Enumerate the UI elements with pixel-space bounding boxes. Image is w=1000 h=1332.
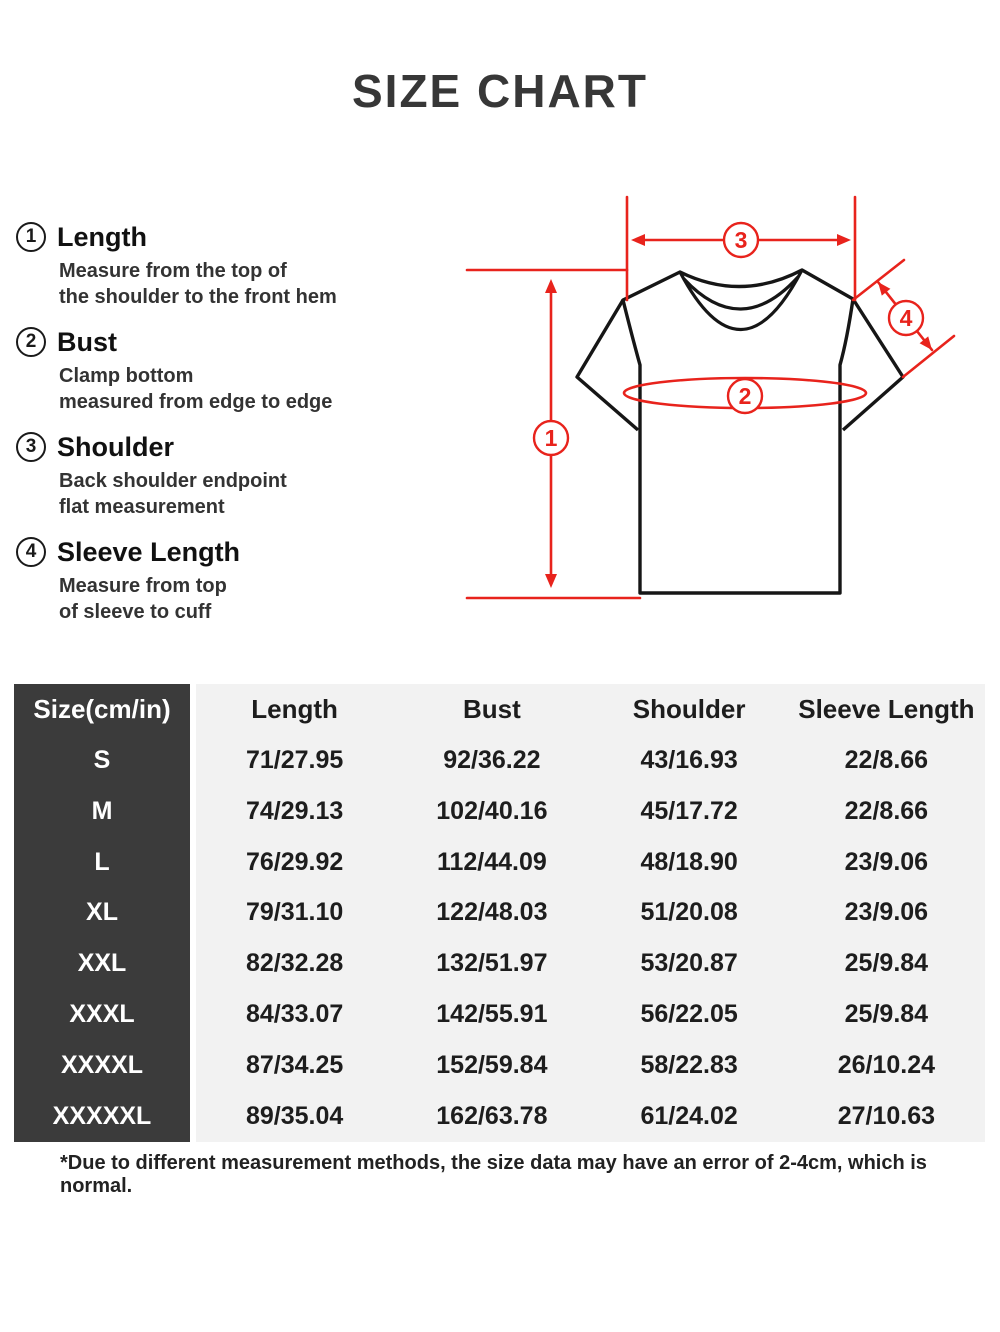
size-table-value-cell: 53/20.87 [591,938,788,989]
circled-number-2-icon: 2 [16,327,46,357]
size-table-value-cell: 74/29.13 [196,786,393,837]
size-table-value-cell: 132/51.97 [393,938,590,989]
size-table-value-cell: 79/31.10 [196,888,393,939]
size-table-value-cell: 51/20.08 [591,888,788,939]
size-table-value-cell: 26/10.24 [788,1040,985,1091]
size-table-value-cell: 122/48.03 [393,888,590,939]
size-table-value-cell: 89/35.04 [196,1091,393,1142]
length-arrowhead-top [545,279,557,293]
measurement-legend [16,220,446,640]
size-table-size-cell: XL [14,888,196,939]
circled-number-4-icon: 4 [16,537,46,567]
legend-desc-sleeve-length: Measure from top of sleeve to cuff [59,575,227,623]
legend-item-bust [16,325,446,415]
legend-label-sleeve-length: Sleeve Length [57,537,241,567]
circled-number-3-icon: 3 [16,432,46,462]
legend-item-sleeve-length [16,535,446,625]
tshirt-measurement-diagram [440,180,1000,630]
size-table-column-header: Bust [393,684,590,735]
size-table-value-cell: 142/55.91 [393,989,590,1040]
size-table-value-cell: 61/24.02 [591,1091,788,1142]
size-table-value-cell: 25/9.84 [788,989,985,1040]
size-table-value-cell: 23/9.06 [788,888,985,939]
legend-item-shoulder [16,430,446,520]
size-table-size-cell: S [14,735,196,786]
diagram-label-bust: 2 [738,383,752,409]
size-table-size-cell: XXXXL [14,1040,196,1091]
size-table-value-cell: 43/16.93 [591,735,788,786]
size-table-value-cell: 112/44.09 [393,837,590,888]
size-table-value-cell: 45/17.72 [591,786,788,837]
legend-desc-length: Measure from the top of the shoulder to the front hem [59,260,337,308]
size-table-value-cell: 76/29.92 [196,837,393,888]
size-table-value-cell: 25/9.84 [788,938,985,989]
shoulder-arrowhead-right [837,234,851,246]
size-table-value-cell: 102/40.16 [393,786,590,837]
size-table-value-cell: 92/36.22 [393,735,590,786]
diagram-label-sleeve: 4 [899,305,913,331]
size-table-column-header: Shoulder [591,684,788,735]
size-table-value-cell: 152/59.84 [393,1040,590,1091]
legend-label-shoulder: Shoulder [57,432,175,462]
size-table-value-cell: 48/18.90 [591,837,788,888]
size-table-value-cell: 22/8.66 [788,735,985,786]
legend-label-bust: Bust [57,327,117,357]
tshirt-body [623,270,853,593]
size-table-value-cell: 56/22.05 [591,989,788,1040]
legend-item-length [16,220,446,310]
size-table-value-cell: 162/63.78 [393,1091,590,1142]
size-table-value-cell: 87/34.25 [196,1040,393,1091]
shoulder-arrowhead-left [631,234,645,246]
legend-desc-shoulder: Back shoulder endpoint flat measurement [59,470,287,518]
size-table-column-header: Sleeve Length [788,684,985,735]
size-table-value-cell: 23/9.06 [788,837,985,888]
size-table-column-header: Length [196,684,393,735]
sleeve-measure-top-tick [853,260,904,300]
size-table-value-cell: 82/32.28 [196,938,393,989]
legend-label-length: Length [57,222,147,252]
size-table [14,684,985,1142]
length-arrowhead-bottom [545,574,557,588]
size-table-value-cell: 84/33.07 [196,989,393,1040]
page-title: SIZE CHART [352,65,648,117]
footnote: *Due to different measurement methods, the size data may have an error of 2-4cm, which is normal. [60,1152,927,1197]
size-table-size-cell: XXXL [14,989,196,1040]
size-table-value-cell: 71/27.95 [196,735,393,786]
diagram-label-length: 1 [544,425,558,451]
size-table-value-cell: 22/8.66 [788,786,985,837]
size-table-size-cell: L [14,837,196,888]
legend-desc-bust: Clamp bottom measured from edge to edge [59,365,333,413]
size-table-size-cell: XXL [14,938,196,989]
size-table-value-cell: 27/10.63 [788,1091,985,1142]
size-table-value-cell: 58/22.83 [591,1040,788,1091]
circled-number-1-icon: 1 [16,222,46,252]
diagram-label-shoulder: 3 [734,227,748,253]
size-table-size-cell: M [14,786,196,837]
size-table-size-cell: XXXXXL [14,1091,196,1142]
size-table-corner-header: Size(cm/in) [14,684,196,735]
